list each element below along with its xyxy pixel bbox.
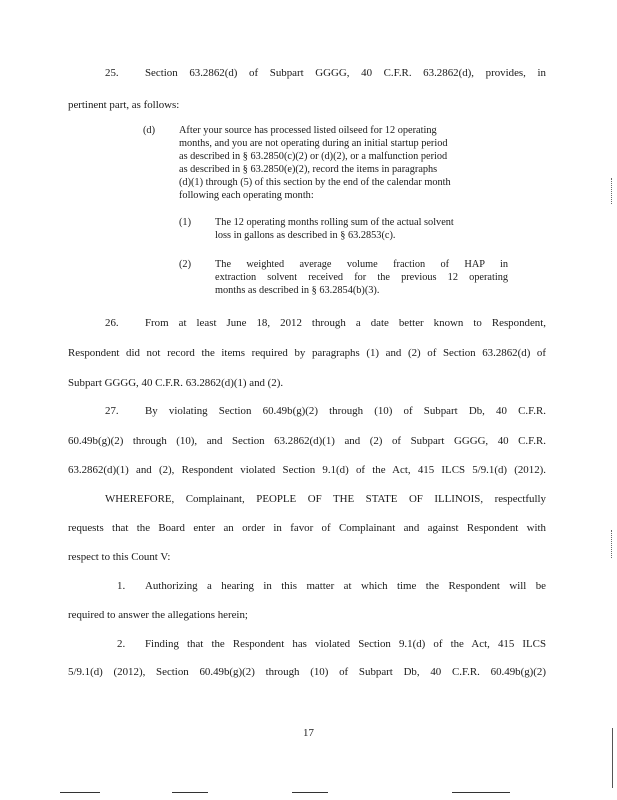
page-number: 17 [303,727,314,739]
footer-rule-2 [172,792,208,793]
quote-2-label: (2) [179,259,192,270]
quote-d-line-3: as described in § 63.2850(c)(2) or (d)(2), or a malfunction period [179,151,448,162]
wherefore-line-3: respect to this Count V: [68,551,171,563]
wherefore-line-2: requests that the Board enter an order in favor of Complainant and against Respondent with [68,522,546,534]
para-25-number: 25. [105,67,119,79]
para-26-line-2: Respondent did not record the items required by paragraphs (1) and (2) of Section 63.2862(d) of [68,347,546,359]
quote-d-line-5: (d)(1) through (5) of this section by the end of the calendar month [179,177,451,188]
item-1-number: 1. [117,580,126,592]
quote-d-line-1: After your source has processed listed oilseed for 12 operating [179,125,437,136]
right-margin-line [612,728,613,788]
quote-d-line-2: months, and you are not operating during an initial startup period [179,138,448,149]
para-27-line-1: By violating Section 60.49b(g)(2) through (10) of Subpart Db, 40 C.F.R. [145,405,546,417]
quote-1-line-2: loss in gallons as described in § 63.2853(c). [215,230,396,241]
quote-d-label: (d) [143,125,156,136]
para-26-number: 26. [105,317,119,329]
footer-rule-1 [60,792,100,793]
para-26-line-1: From at least June 18, 2012 through a date better known to Respondent, [145,317,546,329]
item-1-line-1: Authorizing a hearing in this matter at which time the Respondent will be [145,580,546,592]
para-25-line-2: pertinent part, as follows: [68,99,180,111]
right-margin-mark-1 [611,178,612,204]
quote-2-line-2: extraction solvent received for the previous 12 operating [215,272,508,283]
quote-d-line-6: following each operating month: [179,190,314,201]
right-margin-mark-2 [611,530,612,558]
item-2-line-2: 5/9.1(d) (2012), Section 60.49b(g)(2) through (10) of Subpart Db, 40 C.F.R. 60.49b(g)(2) [68,666,546,678]
quote-d-line-4: as described in § 63.2850(e)(2), record the items in paragraphs [179,164,438,175]
para-27-number: 27. [105,405,119,417]
quote-1-line-1: The 12 operating months rolling sum of the actual solvent [215,217,454,228]
footer-rule-4 [452,792,510,793]
quote-1-label: (1) [179,217,192,228]
item-2-line-1: Finding that the Respondent has violated Section 9.1(d) of the Act, 415 ILCS [145,638,546,650]
item-2-number: 2. [117,638,126,650]
para-27-line-3: 63.2862(d)(1) and (2), Respondent violated Section 9.1(d) of the Act, 415 ILCS 5/9.1(d) (2012). [68,464,546,476]
quote-2-line-1: The weighted average volume fraction of HAP in [215,259,508,270]
para-25-line-1: Section 63.2862(d) of Subpart GGGG, 40 C.F.R. 63.2862(d), provides, in [145,67,546,79]
item-1-line-2: required to answer the allegations herein; [68,609,248,621]
wherefore-line-1: WHEREFORE, Complainant, PEOPLE OF THE STATE OF ILLINOIS, respectfully [105,493,546,505]
para-26-line-3: Subpart GGGG, 40 C.F.R. 63.2862(d)(1) and (2). [68,377,284,389]
para-27-line-2: 60.49b(g)(2) through (10), and Section 63.2862(d)(1) and (2) of Subpart GGGG, 40 C.F.R. [68,435,546,447]
footer-rule-3 [292,792,328,793]
quote-2-line-3: months as described in § 63.2854(b)(3). [215,285,380,296]
